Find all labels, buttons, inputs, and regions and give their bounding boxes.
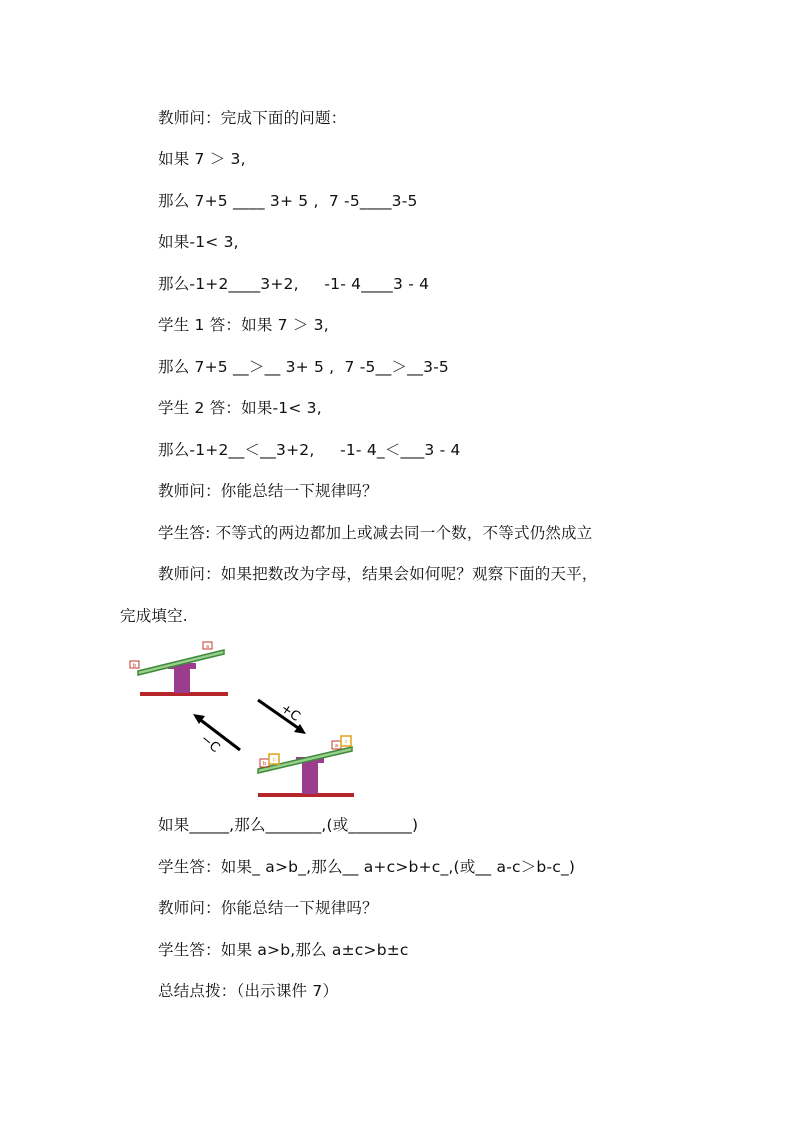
summary-line: 总结点拨：（出示课件 7） xyxy=(158,982,339,1000)
text-line: 如果-1< 3, xyxy=(158,233,239,251)
scale-top xyxy=(130,642,228,696)
student-answer: 学生答：如果 a>b,那么 a±c>b±c xyxy=(158,941,409,959)
student-answer: 学生答：如果_ a>b_,那么__ a+c>b+c_,(或__ a-c＞b-c_) xyxy=(158,858,576,876)
text-line: 完成填空. xyxy=(120,607,188,625)
scale-post xyxy=(174,668,190,693)
text-line: 那么 7+5 ____ 3+ 5 , 7 -5____3-5 xyxy=(158,192,418,210)
teacher-question-2: 教师问：你能总结一下规律吗？ xyxy=(158,482,378,500)
weight-label-a: a xyxy=(334,743,339,749)
scale-bottom xyxy=(258,736,354,797)
plus-c-label: +C xyxy=(277,700,303,725)
student-answer: 学生答: 不等式的两边都加上或减去同一个数，不等式仍然成立 xyxy=(158,524,593,542)
text-line: 那么-1+2____3+2, -1- 4____3 - 4 xyxy=(158,275,430,293)
weight-label-a: a xyxy=(205,644,210,650)
fill-in-question: 如果_____,那么_______,(或________) xyxy=(158,816,419,834)
text-line: 如果 7 ＞ 3, xyxy=(158,150,246,168)
teacher-question-4: 教师问：你能总结一下规律吗？ xyxy=(158,899,378,917)
weight-label-c: c xyxy=(272,757,276,763)
text-line: 那么-1+2__＜__3+2, -1- 4_＜___3 - 4 xyxy=(158,441,461,459)
weight-label-b: b xyxy=(262,761,267,767)
arrow-plus-c xyxy=(258,700,306,734)
text-line: 那么 7+5 __＞__ 3+ 5 , 7 -5__＞__3-5 xyxy=(158,358,449,376)
teacher-question-1: 教师问：完成下面的问题： xyxy=(158,109,347,127)
scale-post xyxy=(302,763,318,794)
minus-c-label: −C xyxy=(197,731,223,756)
student-1-answer: 学生 1 答：如果 7 ＞ 3, xyxy=(158,316,329,334)
weight-label-c: c xyxy=(344,739,348,745)
arrow-minus-c xyxy=(193,714,240,756)
weight-label-b: b xyxy=(132,663,137,669)
student-2-answer: 学生 2 答：如果-1< 3, xyxy=(158,399,322,417)
balance-scale-figure xyxy=(118,628,378,808)
teacher-question-3: 教师问：如果把数改为字母，结果会如何呢？观察下面的天平， xyxy=(158,565,598,583)
